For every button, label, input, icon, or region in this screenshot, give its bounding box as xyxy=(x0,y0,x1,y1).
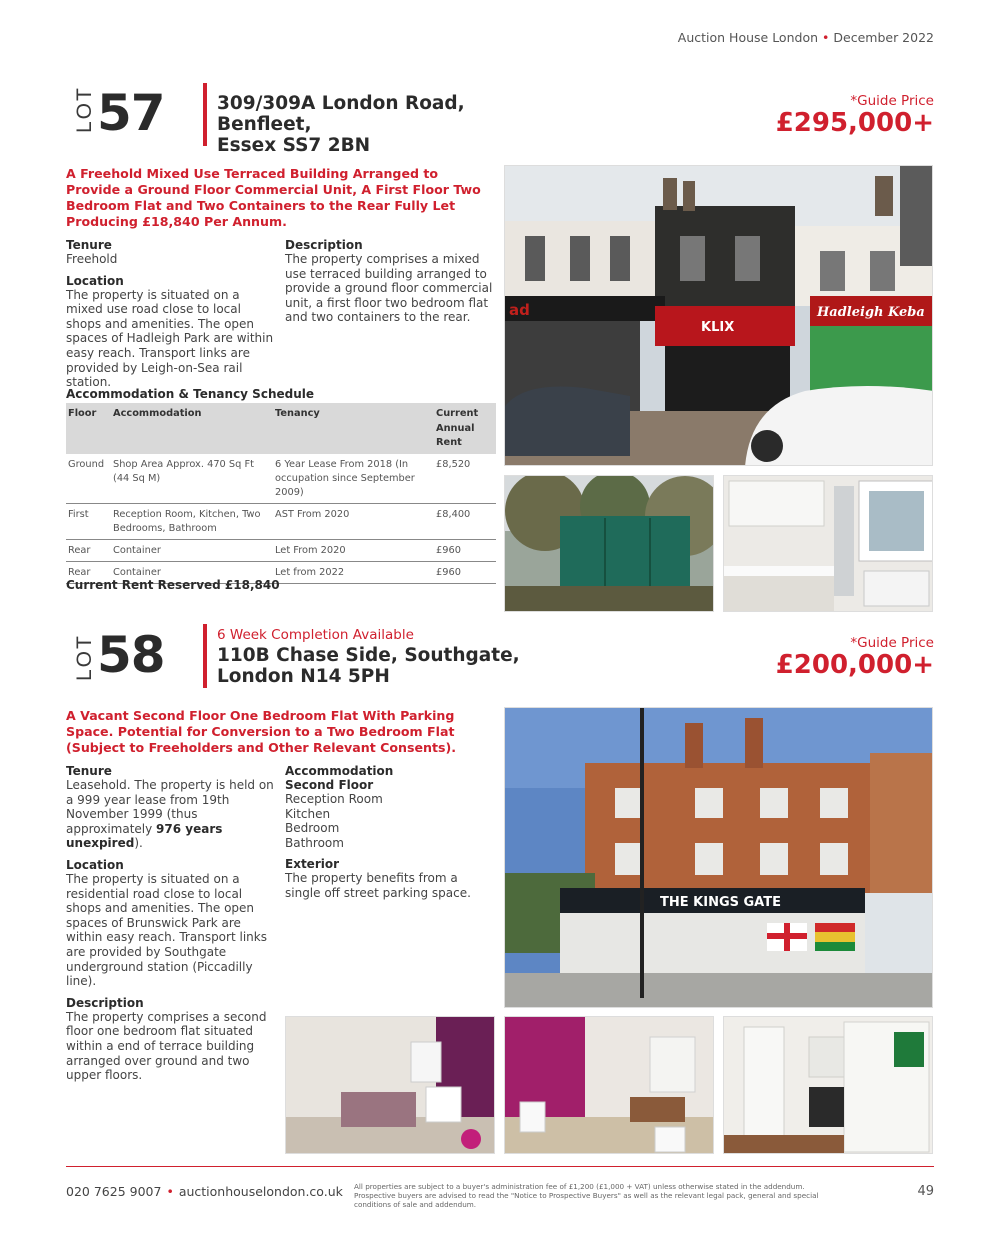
accommodation-item: Kitchen xyxy=(285,806,331,821)
guide-price: £200,000+ xyxy=(775,650,934,680)
footer-divider xyxy=(66,1166,934,1167)
location-heading: Location xyxy=(66,857,124,872)
property-photo-building xyxy=(504,707,933,1008)
lot-label: LOT xyxy=(73,86,96,133)
lot-label: LOT xyxy=(73,634,96,681)
issue-date: December 2022 xyxy=(833,30,934,45)
lot-divider xyxy=(203,624,207,688)
exterior-heading: Exterior xyxy=(285,857,340,872)
description-heading: Description xyxy=(66,995,144,1010)
description-heading: Description xyxy=(285,238,363,252)
property-photo-kitchen-hall xyxy=(723,1016,933,1154)
property-photo-containers xyxy=(504,475,714,612)
description-text: The property comprises a mixed use terraced building arranged to provide a ground floor commercial unit, a first floor two bedroom flat and two containers to the rear. xyxy=(285,252,493,325)
shop-sign-text: Hadleigh Keba xyxy=(817,305,925,320)
table-row: Rear Container Let from 2022 £960 xyxy=(66,561,496,583)
property-photo-bedroom xyxy=(285,1016,495,1154)
lot-headline: A Freehold Mixed Use Terraced Building Arranged to Provide a Ground Floor Commercial Unit, A First Floor Two Bedroom Flat and Two Containers to the Rear Fully Let Producing £18,840 Per Annum. xyxy=(66,166,481,229)
pub-sign-text: THE KINGS GATE xyxy=(660,895,781,910)
accommodation-item: Reception Room xyxy=(285,792,383,806)
table-row: First Reception Room, Kitchen, Two Bedrooms, Bathroom AST From 2020 £8,400 xyxy=(66,503,496,539)
lot-headline: A Vacant Second Floor One Bedroom Flat With Parking Space. Potential for Conversion to a Two Bedroom Flat (Subject to Freeholders and Other Relevant Consents). xyxy=(66,708,457,755)
website-link[interactable]: auctionhouselondon.co.uk xyxy=(178,1184,343,1199)
column-header: Floor xyxy=(66,403,111,454)
publisher-name: Auction House London xyxy=(677,30,819,45)
property-photo-shopfront xyxy=(504,165,933,466)
lot-details-right xyxy=(285,764,497,901)
location-text: The property is situated on a residential road close to local shops and amenities. The open spaces of Brunswick Park are within easy reach. Transport links are provided by Southgate underground station (Piccadilly line). xyxy=(66,871,267,989)
lot-number: 58 xyxy=(97,626,165,684)
accommodation-item: Bedroom xyxy=(285,821,340,836)
lot-number: 57 xyxy=(97,84,165,142)
lot-details-left xyxy=(66,764,279,1083)
tenure-text: Leasehold. The property is held on a 999 year lease from 19th November 1999 (thus approximately 976 years unexpired). xyxy=(66,778,274,851)
lot-details-left xyxy=(66,238,278,390)
accommodation-item: Bathroom xyxy=(285,835,344,850)
description-text: The property comprises a second floor one bedroom flat situated within a end of terrace building arranged over ground and two upper floors. xyxy=(66,1009,267,1083)
lot-details-right xyxy=(285,238,495,325)
property-photo-reception xyxy=(504,1016,714,1154)
lot-address: 110B Chase Side, Southgate, London N14 5PH xyxy=(217,645,520,687)
exterior-text: The property benefits from a single off street parking space. xyxy=(285,871,471,900)
page-number: 49 xyxy=(917,1184,934,1199)
footer-disclaimer: All properties are subject to a buyer's administration fee of £1,200 (£1,000 + VAT) unless otherwise stated in the addendum. Prospective buyers are advised to read the "Notice to Prospective Buyers" as well as the relevant legal pack, general and special conditions of sale and addendum. xyxy=(354,1182,819,1209)
accommodation-heading: Accommodation xyxy=(285,764,394,778)
completion-note: 6 Week Completion Available xyxy=(217,627,414,643)
guide-price-label: *Guide Price xyxy=(850,93,934,109)
shop-sign-text: KLIX xyxy=(701,320,735,335)
accommodation-floor: Second Floor xyxy=(285,778,374,792)
tenure-heading: Tenure xyxy=(66,238,112,252)
schedule-heading: Accommodation & Tenancy Schedule xyxy=(66,387,315,401)
column-header: Accommodation xyxy=(111,403,273,454)
tenancy-schedule-table xyxy=(66,403,496,584)
location-heading: Location xyxy=(66,273,124,288)
guide-price: £295,000+ xyxy=(775,108,934,138)
table-header-row xyxy=(66,403,496,454)
location-text: The property is situated on a mixed use road close to local shops and amenities. The open spaces of Hadleigh Park are within easy reach. Transport links are provided by Leigh-on-Sea rail station. xyxy=(66,287,274,390)
column-header: Tenancy xyxy=(273,403,434,454)
footer-contact: 020 7625 9007 • auctionhouselondon.co.uk xyxy=(66,1184,343,1199)
guide-price-label: *Guide Price xyxy=(850,635,934,651)
tenure-heading: Tenure xyxy=(66,764,112,778)
column-header: Current Annual Rent xyxy=(434,403,496,454)
tenure-text: Freehold xyxy=(66,252,118,266)
current-rent-total: Current Rent Reserved £18,840 xyxy=(66,578,280,592)
lot-address: 309/309A London Road, Benfleet, Essex SS7 2BN xyxy=(217,93,465,156)
property-photo-kitchen xyxy=(723,475,933,612)
shop-sign-text: ad xyxy=(509,301,530,319)
page-header: Auction House London • December 2022 xyxy=(677,30,934,45)
phone-number[interactable]: 020 7625 9007 xyxy=(66,1184,162,1199)
table-row: Rear Container Let From 2020 £960 xyxy=(66,539,496,561)
lot-divider xyxy=(203,83,207,146)
table-row: Ground Shop Area Approx. 470 Sq Ft (44 Sq M) 6 Year Lease From 2018 (In occupation since September 2009) £8,520 xyxy=(66,454,496,504)
